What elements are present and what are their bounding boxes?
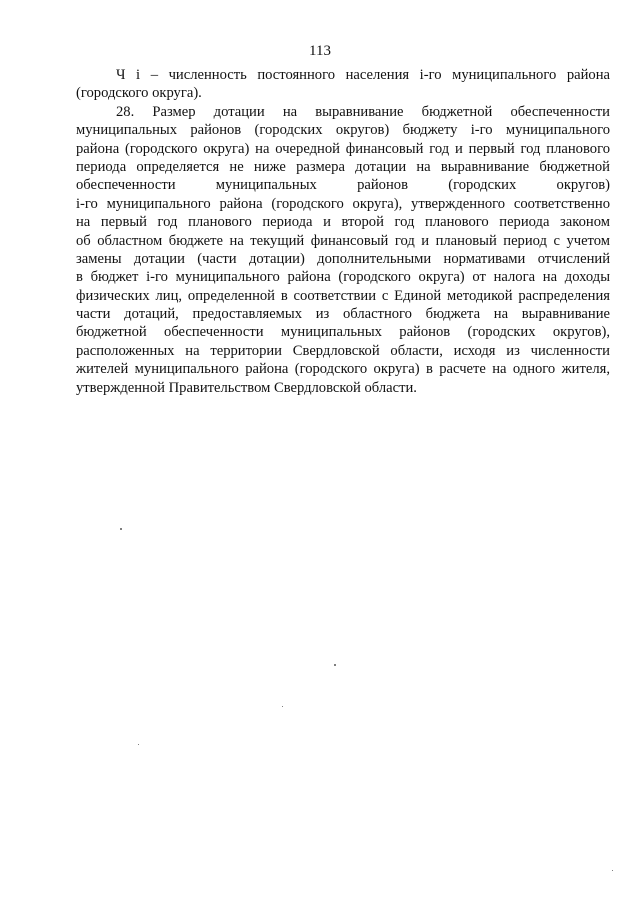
- scan-speck: [612, 870, 613, 871]
- paragraph-2-line-13: бюджетной обеспеченности муниципальных районов (городских округов),: [76, 324, 610, 341]
- paragraph-2-line-14: расположенных на территории Свердловской области, исходя из численности: [76, 342, 610, 359]
- paragraph-2-line-12: части дотаций, предоставляемых из областного бюджета на выравнивание: [76, 306, 610, 323]
- paragraph-2-line-9: замены дотации (части дотации) дополнительными нормативами отчислений: [76, 250, 610, 267]
- document-body: [76, 66, 610, 397]
- paragraph-2-line-5: обеспеченности муниципальных районов (городских округов): [76, 177, 610, 194]
- paragraph-2-line-7: на первый год планового периода и второй год планового периода законом: [76, 214, 610, 231]
- paragraph-2-line-4: периода определяется не ниже размера дотации на выравнивание бюджетной: [76, 158, 610, 175]
- paragraph-2-line-16: утвержденной Правительством Свердловской области.: [76, 379, 417, 396]
- scan-speck: [120, 528, 122, 530]
- paragraph-1-line-2: (городского округа).: [76, 85, 202, 102]
- paragraph-2-line-15: жителей муниципального района (городского округа) в расчете на одного жителя,: [76, 361, 610, 378]
- scan-speck: [138, 744, 139, 745]
- paragraph-2-line-11: физических лиц, определенной в соответствии с Единой методикой распределения: [76, 287, 610, 304]
- paragraph-2-line-1: 28. Размер дотации на выравнивание бюджетной обеспеченности: [116, 103, 610, 120]
- paragraph-2-line-3: района (городского округа) на очередной финансовый год и первый год планового: [76, 140, 610, 157]
- paragraph-2-line-8: об областном бюджете на текущий финансовый год и плановый период с учетом: [76, 232, 610, 249]
- paragraph-2-line-10: в бюджет i-го муниципального района (городского округа) от налога на доходы: [76, 269, 610, 286]
- page-number: 113: [309, 43, 331, 59]
- scan-speck: [334, 664, 336, 666]
- scan-speck: [282, 706, 283, 707]
- paragraph-2-line-6: i-го муниципального района (городского округа), утвержденного соответственно: [76, 195, 610, 212]
- paragraph-2-line-2: муниципальных районов (городских округов) бюджету i-го муниципального: [76, 122, 610, 139]
- paragraph-1-line-1: Ч i – численность постоянного населения i-го муниципального района: [116, 67, 610, 83]
